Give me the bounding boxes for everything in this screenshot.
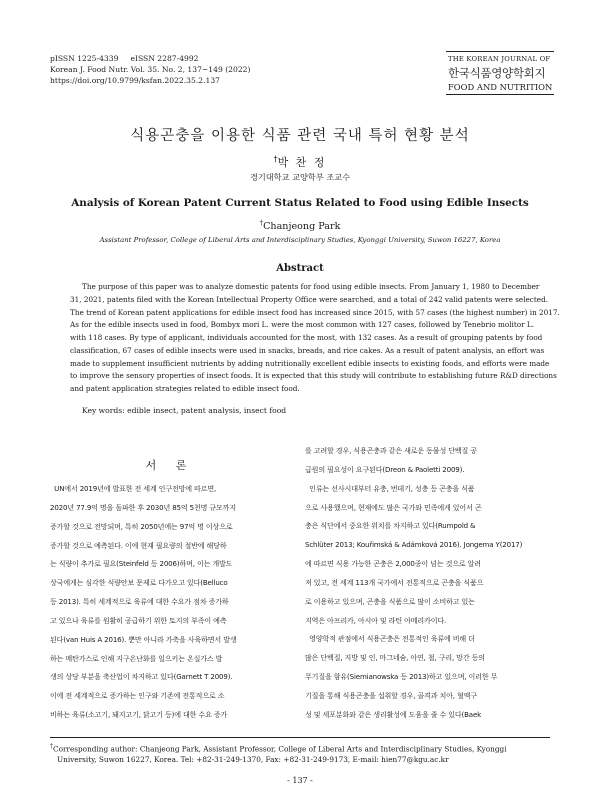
paper-title-en: Analysis of Korean Patent Current Status Related to Food using Edible Insects bbox=[71, 197, 529, 209]
body-line: 등 2013). 특히 세계적으로 육류에 대한 수요가 점차 증가하 bbox=[50, 597, 229, 607]
corresponding-mark-en: † bbox=[259, 219, 264, 227]
journal-name-en-bottom: FOOD AND NUTRITION bbox=[448, 82, 553, 92]
abstract-line: As for the edible insects used in food, Bombyx mori L. were the most common with 127 cases, followed by Tenebrio molitor L. bbox=[70, 320, 534, 330]
body-line: 인류는 선사시대부터 유충, 번데기, 성충 등 곤충을 식품 bbox=[305, 483, 475, 493]
abstract-line: The purpose of this paper was to analyze domestic patents for food using edible insects. From January 1, 1980 to December bbox=[82, 282, 540, 291]
body-line: 으로 사용했으며, 현재에도 많은 국가와 민족에게 있어서 곤 bbox=[305, 502, 482, 512]
footnote-text-2: University, Suwon 16227, Korea. Tel: +82-31-249-1370, Fax: +82-31-249-9173, E-mail: hien77@kgu.ac.kr bbox=[57, 755, 449, 765]
body-line: 된다(van Huis A 2016). 뿐만 아니라 가축을 사육하면서 발생 bbox=[50, 634, 237, 644]
body-line: 비하는 육류(소고기, 돼지고기, 닭고기 등)에 대한 수요 증가 bbox=[50, 710, 228, 720]
footnote-rule bbox=[50, 737, 550, 738]
footnote-text-1: Corresponding author: Chanjeong Park, Assistant Professor, College of Liberal Arts and Interdisciplinary Studies, Kyonggi bbox=[53, 744, 507, 754]
keywords: Key words: edible insect, patent analysis, insect food bbox=[82, 406, 287, 415]
footnote bbox=[50, 741, 550, 765]
paper-title-ko: 식용곤충을 이용한 식품 관련 국내 특허 현황 분석 bbox=[130, 128, 470, 144]
body-line: 2020년 77.9억 명을 돌파한 후 2030년 85억 5천명 규모까지 bbox=[50, 502, 236, 512]
abstract-body bbox=[70, 281, 560, 396]
body-line: Schlüter 2013; Kouřimská & Adámková 2016). Jongema Y(2017) bbox=[305, 540, 523, 550]
affiliation-ko: 경기대학교 교양학부 조교수 bbox=[249, 172, 351, 182]
abstract-line: classification, 67 cases of edible insects were used in snacks, breads, and rice cakes. As a result of patent analysis, an effort was bbox=[70, 345, 545, 355]
citation-line: Korean J. Food Nutr. Vol. 35. No. 2, 137~149 (2022) bbox=[50, 65, 251, 74]
journal-masthead bbox=[446, 51, 554, 95]
page-number: - 137 - bbox=[287, 776, 313, 785]
abstract-line: to improve the sensory properties of insect foods. It is expected that this study will contribute to establishing future R&D directions bbox=[70, 371, 557, 381]
body-line: 급원의 필요성이 요구된다(Dreon & Paoletti 2009). bbox=[305, 464, 465, 474]
abstract-line: The trend of Korean patent applications for edible insect food has increased since 2015, with 57 cases (the highest number) in 2017. bbox=[70, 307, 560, 317]
abstract-line: and patent application strategies related to edible insect food. bbox=[70, 384, 300, 393]
body-line: 이에 전 세계적으로 증가하는 인구와 기존에 전통적으로 소 bbox=[50, 691, 225, 701]
body-line: 증가할 것으로 전망되며, 특히 2050년에는 97억 명 이상으로 bbox=[50, 521, 233, 531]
author-name-ko: 박 찬 정 bbox=[277, 156, 327, 169]
journal-name-ko: 한국식품영양학회지 bbox=[448, 66, 546, 80]
section-heading-introduction: 서 론 bbox=[145, 459, 195, 472]
doi-line: https://doi.org/10.9799/ksfan.2022.35.2.137 bbox=[50, 76, 220, 85]
body-line: 증가할 것으로 예측된다. 이에 현재 필요량의 절반에 해당하 bbox=[50, 540, 227, 550]
citation-block bbox=[50, 53, 250, 86]
corresponding-mark: † bbox=[273, 154, 278, 164]
author-ko bbox=[0, 154, 600, 170]
body-line: 충은 식단에서 중요한 위치를 차지하고 있다(Rumpold & bbox=[305, 521, 476, 531]
body-line: 성 및 세포분화와 같은 생리활성에 도움을 줄 수 있다(Baek bbox=[305, 709, 482, 719]
author-en bbox=[0, 219, 600, 232]
body-line: 로 이용하고 있으며, 곤충을 식품으로 많이 소비하고 있는 bbox=[305, 596, 475, 606]
body-line: 에 따르면 식용 가능한 곤충은 2,000종이 넘는 것으로 알려 bbox=[305, 559, 481, 569]
author-name-en: Chanjeong Park bbox=[263, 221, 341, 233]
body-line: 상국에게는 심각한 식량안보 문제로 다가오고 있다(Belluco bbox=[50, 578, 228, 588]
body-line: UN에서 2019년에 발표한 전 세계 인구전망에 따르면, bbox=[50, 484, 217, 493]
body-line: 지역은 아프리카, 아시아 및 라틴 아메리카이다. bbox=[305, 615, 447, 625]
abstract-line: with 118 cases. By type of applicant, individuals accounted for the most, with 132 cases. As a result of grouping patents by food bbox=[70, 333, 543, 342]
footnote-mark: † bbox=[50, 743, 53, 750]
footnote-line bbox=[50, 741, 550, 754]
affiliation-en: Assistant Professor, College of Liberal Arts and Interdisciplinary Studies, Kyonggi University, Suwon 16227, Korea bbox=[99, 236, 501, 244]
body-column-left bbox=[50, 480, 296, 725]
body-line: 생의 상당 부분을 축산업이 차지하고 있다(Garnett T 2009). bbox=[50, 672, 233, 682]
body-line: 져 있고, 전 세계 113개 국가에서 전통적으로 곤충을 식품으 bbox=[305, 577, 484, 587]
body-line: 를 고려할 경우, 식용곤충과 같은 새로운 동물성 단백질 공 bbox=[305, 446, 477, 455]
issn-line: pISSN 1225-4339 eISSN 2287-4992 bbox=[50, 54, 199, 63]
body-line: 많은 단백질, 지방 및 인, 마그네슘, 아연, 철, 구리, 망간 등의 bbox=[305, 653, 485, 663]
body-line: 하는 메탄가스로 인해 지구온난화를 일으키는 온실가스 발 bbox=[50, 653, 223, 663]
masthead-rule-bottom bbox=[446, 94, 554, 95]
body-line: 고 있으나 육류를 원활히 공급하기 위한 토지의 부족이 예측 bbox=[50, 615, 227, 625]
masthead-rule-top bbox=[446, 51, 554, 52]
body-line: 기질을 통해 식용곤충을 섭취할 경우, 골격과 치아, 혈액구 bbox=[305, 690, 477, 700]
journal-name-en-top: THE KOREAN JOURNAL OF bbox=[448, 55, 551, 63]
abstract-line: 31, 2021, patents filed with the Korean Intellectual Property Office were searched, and a total of 242 valid patents were selected. bbox=[70, 294, 549, 304]
body-line: 는 식량이 추가로 필요(Steinfeld 등 2006)하며, 이는 개발도 bbox=[50, 559, 233, 569]
abstract-heading: Abstract bbox=[276, 263, 324, 274]
abstract-line: made to supplement insufficient nutrients by adding nutritionally excellent edible insects to existing foods, and efforts were made bbox=[70, 358, 550, 368]
body-column-right bbox=[305, 442, 551, 725]
body-line: 영양학적 관점에서 식용곤충은 전통적인 육류에 비해 더 bbox=[305, 634, 475, 644]
body-line: 무기질을 함유(Siemianowska 등 2013)하고 있으며, 이러한 무 bbox=[305, 672, 498, 682]
